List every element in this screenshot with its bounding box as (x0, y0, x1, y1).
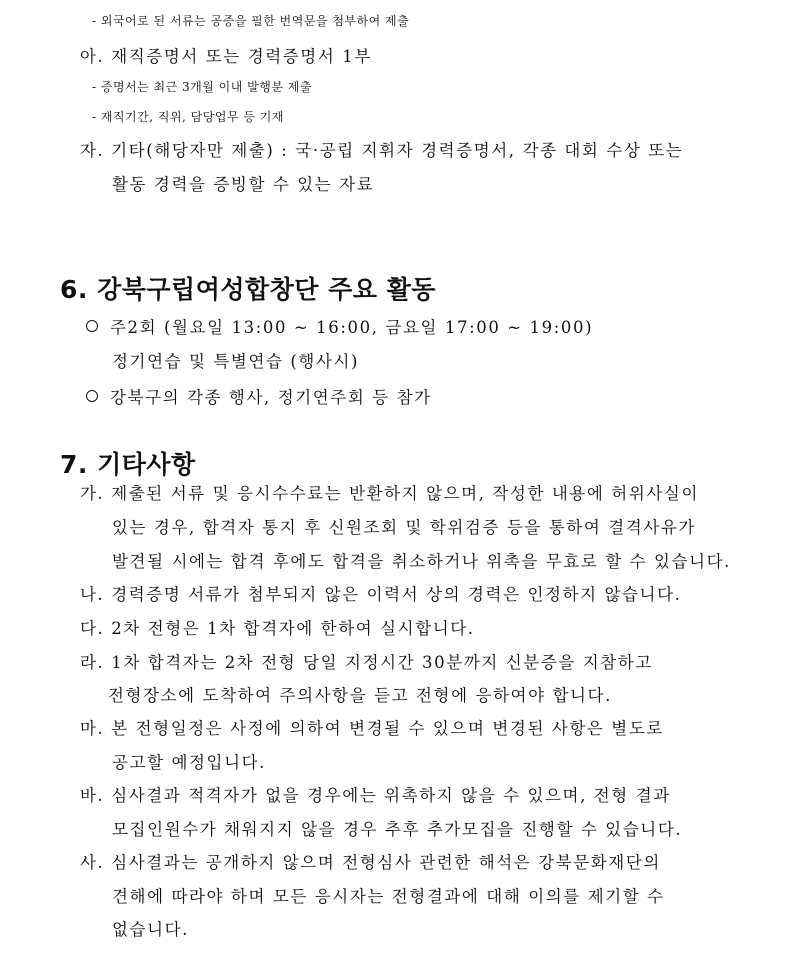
circle-bullet-icon (86, 390, 98, 402)
section-6-title: 6. 강북구립여성합창단 주요 활동 (60, 275, 436, 304)
s6-bullet-1-line-2: 정기연습 및 특별연습 (행사시) (112, 352, 360, 371)
s7-ba-line-1: 바. 심사결과 적격자가 없을 경우에는 위촉하지 않을 수 있으며, 전형 결과 (80, 786, 671, 805)
s7-ma-line-1: 마. 본 전형일정은 사정에 의하여 변경될 수 있으며 변경된 사항은 별도로 (80, 719, 664, 738)
s7-sa-line-3: 없습니다. (112, 920, 190, 939)
s7-ma-line-2: 공고할 예정입니다. (112, 753, 267, 772)
s7-ga-line-2: 있는 경우, 합격자 통지 후 신원조회 및 학위검증 등을 통하여 결격사유가 (112, 518, 696, 537)
item-a-note-2: - 재직기간, 직위, 담당업무 등 기재 (92, 110, 284, 124)
s6-bullet-2-text: 강북구의 각종 행사, 정기연주회 등 참가 (110, 388, 432, 407)
s7-da: 다. 2차 전형은 1차 합격자에 한하여 실시합니다. (80, 619, 475, 638)
s6-bullet-2 (86, 384, 432, 408)
item-a: 아. 재직증명서 또는 경력증명서 1부 (80, 47, 372, 66)
s7-ga-line-1: 가. 제출된 서류 및 응시수수료는 반환하지 않으며, 작성한 내용에 허위사실이 (80, 484, 700, 503)
s6-bullet-1-text: 주2회 (월요일 13:00 ~ 16:00, 금요일 17:00 ~ 19:00) (110, 318, 594, 337)
item-ja-line-2: 활동 경력을 증빙할 수 있는 자료 (112, 175, 375, 194)
s7-ra-line-1: 라. 1차 합격자는 2차 전형 당일 지정시간 30분까지 신분증을 지참하고 (80, 653, 653, 672)
section-7-title: 7. 기타사항 (60, 450, 196, 479)
s7-ba-line-2: 모집인원수가 채워지지 않을 경우 추후 추가모집을 진행할 수 있습니다. (112, 820, 683, 839)
circle-bullet-icon (86, 320, 98, 332)
s7-ga-line-3: 발견될 시에는 합격 후에도 합격을 취소하거나 위촉을 무효로 할 수 있습니다. (112, 552, 732, 571)
s7-sa-line-2: 견해에 따라야 하며 모든 응시자는 전형결과에 대해 이의를 제기할 수 (112, 887, 665, 906)
item-a-note-1: - 증명서는 최근 3개월 이내 발행분 제출 (92, 80, 312, 94)
item-ja-line-1: 자. 기타(해당자만 제출) : 국·공립 지휘자 경력증명서, 각종 대회 수상 또는 (80, 141, 684, 160)
s6-bullet-1 (86, 314, 593, 338)
s7-sa-line-1: 사. 심사결과는 공개하지 않으며 전형심사 관련한 해석은 강북문화재단의 (80, 853, 661, 872)
s7-ra-line-2: 전형장소에 도착하여 주의사항을 듣고 전형에 응하여야 합니다. (108, 686, 612, 705)
note-foreign-docs: - 외국어로 된 서류는 공증을 필한 번역문을 첨부하여 제출 (92, 14, 410, 28)
s7-na: 나. 경력증명 서류가 첨부되지 않은 이력서 상의 경력은 인정하지 않습니다. (80, 585, 682, 604)
